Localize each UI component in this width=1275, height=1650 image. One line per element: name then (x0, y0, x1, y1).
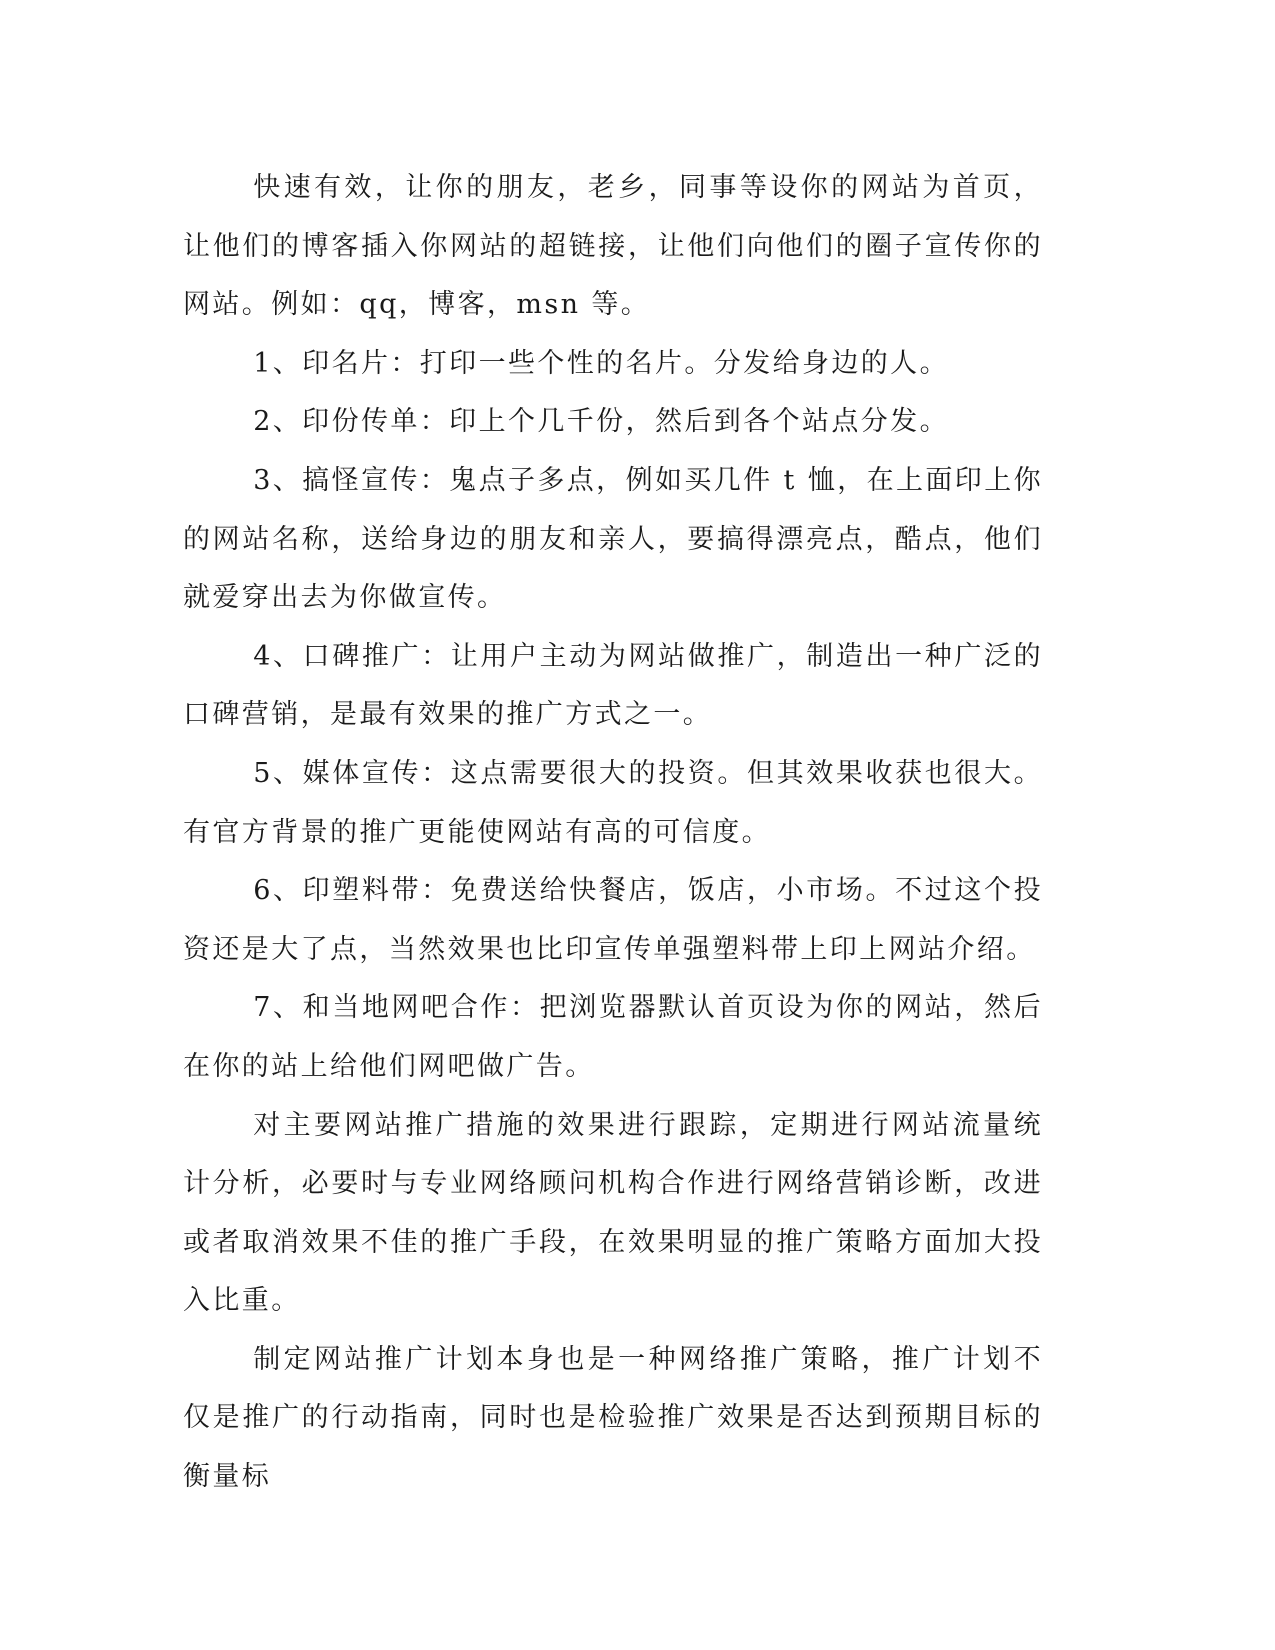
paragraph-item-5: 5、媒体宣传：这点需要很大的投资。但其效果收获也很大。有官方背景的推广更能使网站有高的可信度。 (183, 757, 1043, 848)
paragraph-tracking: 对主要网站推广措施的效果进行跟踪，定期进行网站流量统计分析，必要时与专业网络顾问机构合作进行网络营销诊断，改进或者取消效果不佳的推广手段，在效果明显的推广策略方面加大投入比重。 (183, 1109, 1043, 1317)
paragraph-item-4: 4、口碑推广：让用户主动为网站做推广，制造出一种广泛的口碑营销，是最有效果的推广方式之一。 (183, 640, 1043, 731)
paragraph-item-3: 3、搞怪宣传：鬼点子多点，例如买几件 t 恤，在上面印上你的网站名称，送给身边的朋友和亲人，要搞得漂亮点，酷点，他们就爱穿出去为你做宣传。 (183, 464, 1043, 614)
paragraph-plan: 制定网站推广计划本身也是一种网络推广策略，推广计划不仅是推广的行动指南，同时也是检验推广效果是否达到预期目标的衡量标 (183, 1343, 1043, 1493)
paragraph-intro: 快速有效，让你的朋友，老乡，同事等设你的网站为首页，让他们的博客插入你网站的超链接，让他们向他们的圈子宣传你的网站。例如：qq，博客，msn 等。 (183, 172, 1043, 321)
paragraph-item-1: 1、印名片：打印一些个性的名片。分发给身边的人。 (253, 347, 949, 379)
document-body (183, 159, 1043, 1507)
paragraph-item-6: 6、印塑料带：免费送给快餐店，饭店，小市场。不过这个投资还是大了点，当然效果也比印宣传单强塑料带上印上网站介绍。 (183, 875, 1043, 965)
paragraph-item-7: 7、和当地网吧合作：把浏览器默认首页设为你的网站，然后在你的站上给他们网吧做广告。 (183, 992, 1043, 1082)
paragraph-item-2: 2、印份传单：印上个几千份，然后到各个站点分发。 (253, 406, 949, 438)
